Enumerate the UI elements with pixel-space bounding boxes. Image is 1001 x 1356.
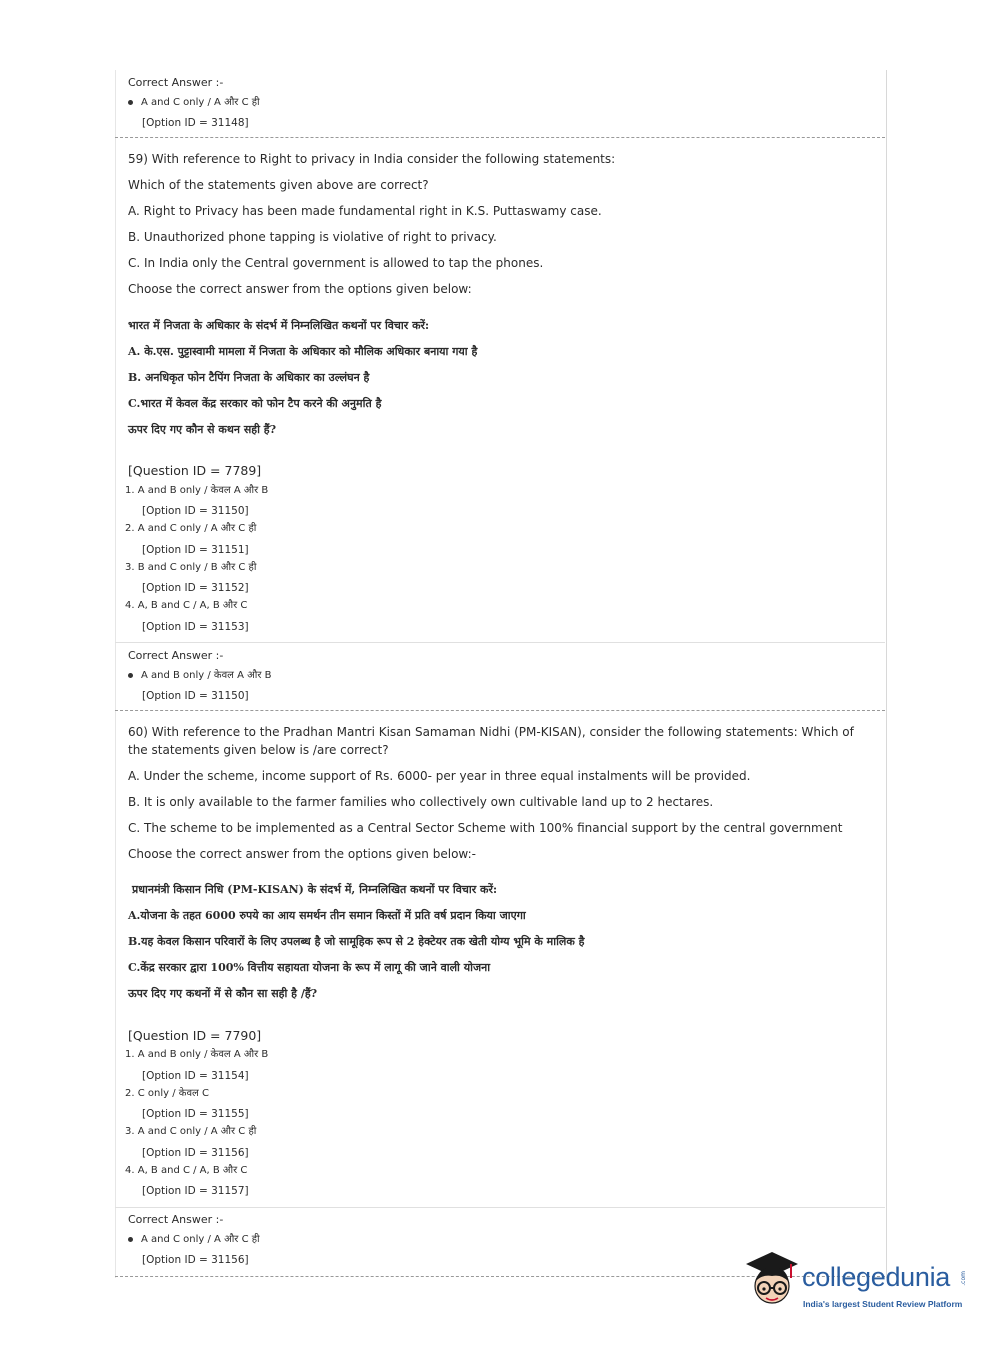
divider	[115, 642, 885, 643]
q59-stem: 59) With reference to Right to privacy in India consider the following statements:	[128, 152, 616, 166]
q59-hindi-c: C.भारत में केवल केंद्र सरकार को फोन टैप करने की अनुमति है	[128, 397, 382, 410]
q59-statement-a: A. Right to Privacy has been made fundamental right in K.S. Puttaswamy case.	[128, 204, 602, 218]
option-id: [Option ID = 31155]	[142, 1108, 249, 1120]
q59-hindi-question: ऊपर दिए गए कौन से कथन सही हैं?	[128, 423, 277, 436]
option-id: [Option ID = 31148]	[142, 117, 249, 129]
correct-answer-item	[128, 1231, 260, 1245]
q60-option-1[interactable]: 1. A and B only / केवल A और B	[125, 1049, 269, 1060]
q59-instruction: Choose the correct answer from the options given below:	[128, 282, 472, 296]
q59-hindi-b: B. अनधिकृत फोन टैपिंग निजता के अधिकार का उल्लंघन है	[128, 371, 370, 384]
correct-answer-value: A and C only / A और C ही	[141, 1234, 260, 1245]
q59-option-3[interactable]: 3. B and C only / B और C ही	[125, 562, 257, 573]
option-id: [Option ID = 31154]	[142, 1070, 249, 1082]
q60-option-2[interactable]: 2. C only / केवल C	[125, 1088, 209, 1099]
bullet-icon	[128, 1237, 133, 1242]
q60-hindi-question: ऊपर दिए गए कथनों में से कौन सा सही है /हैं?	[128, 987, 318, 1000]
q60-hindi-a: A.योजना के तहत 6000 रुपये का आय समर्थन तीन समान किस्तों में प्रति वर्ष प्रदान किया जाएगा	[128, 909, 526, 922]
divider	[115, 1207, 885, 1208]
brand-name: collegedunia	[802, 1262, 951, 1292]
option-id: [Option ID = 31150]	[142, 505, 249, 517]
option-id: [Option ID = 31157]	[142, 1185, 249, 1197]
correct-answer-item	[128, 94, 260, 108]
q60-stem-cont: the statements given below is /are correct?	[128, 743, 389, 757]
brand-tagline: India's largest Student Review Platform	[803, 1299, 963, 1309]
q59-option-4[interactable]: 4. A, B and C / A, B और C	[125, 600, 248, 611]
q60-hindi-c: C.केंद्र सरकार द्वारा 100% वित्तीय सहायता योजना के रूप में लागू की जाने वाली योजना	[128, 961, 491, 974]
q59-question-id: [Question ID = 7789]	[128, 463, 262, 478]
q59-statement-b: B. Unauthorized phone tapping is violative of right to privacy.	[128, 230, 497, 244]
option-id: [Option ID = 31156]	[142, 1254, 249, 1266]
brand-domain: .com	[960, 1271, 967, 1286]
option-id: [Option ID = 31151]	[142, 544, 249, 556]
divider	[115, 710, 885, 711]
q60-stem: 60) With reference to the Pradhan Mantri Kisan Samaman Nidhi (PM-KISAN), consider the following statements: Which of	[128, 725, 854, 739]
option-id: [Option ID = 31153]	[142, 621, 249, 633]
q60-option-3[interactable]: 3. A and C only / A और C ही	[125, 1126, 257, 1137]
divider	[115, 137, 885, 138]
q60-question-id: [Question ID = 7790]	[128, 1028, 262, 1043]
q59-line: Which of the statements given above are correct?	[128, 178, 429, 192]
q60-hindi-stem: प्रधानमंत्री किसान निधि (PM-KISAN) के संदर्भ में, निम्नलिखित कथनों पर विचार करें:	[132, 883, 498, 896]
q60-option-4[interactable]: 4. A, B and C / A, B और C	[125, 1165, 248, 1176]
correct-answer-value: A and C only / A और C ही	[141, 97, 260, 108]
mascot-icon	[742, 1248, 802, 1312]
q59-hindi-stem: भारत में निजता के अधिकार के संदर्भ में निम्नलिखित कथनों पर विचार करें:	[128, 319, 430, 332]
q60-statement-b: B. It is only available to the farmer families who collectively own cultivable land up to 2 hectares.	[128, 795, 714, 809]
correct-answer-value: A and B only / केवल A और B	[141, 670, 272, 681]
q59-option-1[interactable]: 1. A and B only / केवल A और B	[125, 485, 269, 496]
correct-answer-label: Correct Answer :-	[128, 76, 224, 89]
correct-answer-label: Correct Answer :-	[128, 1213, 224, 1226]
option-id: [Option ID = 31156]	[142, 1147, 249, 1159]
correct-answer-item	[128, 667, 272, 681]
bullet-icon	[128, 100, 133, 105]
q59-option-2[interactable]: 2. A and C only / A और C ही	[125, 523, 257, 534]
q60-hindi-b: B.यह केवल किसान परिवारों के लिए उपलब्ध है जो सामूहिक रूप से 2 हेक्टेयर तक खेती योग्य भूमि के मालिक है	[128, 935, 585, 948]
q59-statement-c: C. In India only the Central government is allowed to tap the phones.	[128, 256, 544, 270]
q60-instruction: Choose the correct answer from the options given below:-	[128, 847, 476, 861]
q60-statement-c: C. The scheme to be implemented as a Central Sector Scheme with 100% financial support by the central government	[128, 821, 843, 835]
option-id: [Option ID = 31150]	[142, 690, 249, 702]
correct-answer-label: Correct Answer :-	[128, 649, 224, 662]
q60-statement-a: A. Under the scheme, income support of Rs. 6000- per year in three equal instalments will be provided.	[128, 769, 751, 783]
bullet-icon	[128, 673, 133, 678]
option-id: [Option ID = 31152]	[142, 582, 249, 594]
q59-hindi-a: A. के.एस. पुट्टास्वामी मामला में निजता के अधिकार को मौलिक अधिकार बनाया गया है	[128, 345, 478, 358]
